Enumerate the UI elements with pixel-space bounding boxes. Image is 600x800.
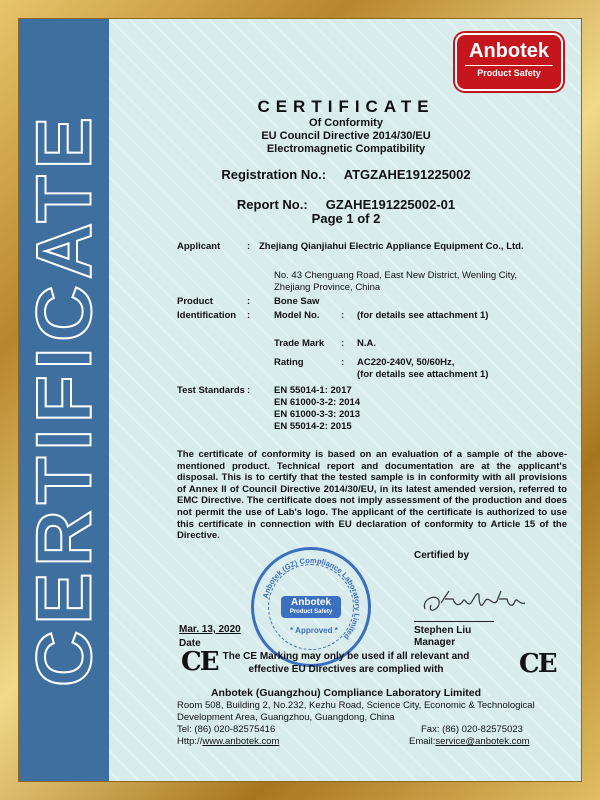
rating-value-2: (for details see attachment 1) (357, 369, 489, 380)
stamp-ring-text: Anbotek (GZ) Compliance Laboratory Limited (260, 555, 363, 642)
applicant-label: Applicant (177, 241, 221, 252)
footer-tel: Tel: (86) 020-82575416 (177, 724, 276, 735)
ce-mark-right: CE (519, 649, 556, 679)
logo-tagline: Product Safety (465, 65, 553, 78)
applicant-address-2: Zhejiang Province, China (274, 282, 381, 293)
page-info: Page 1 of 2 (311, 211, 381, 226)
applicant-address-1: No. 43 Chenguang Road, East New District, Wenling City, (274, 270, 518, 281)
subtitle-emc: Electromagnetic Compatibility (266, 143, 426, 155)
registration-label: Registration No.: (221, 167, 327, 182)
left-blue-band (19, 19, 109, 781)
model-value: (for details see attachment 1) (357, 310, 489, 321)
logo-name: Anbotek (469, 40, 549, 62)
email-link[interactable]: service@anbotek.com (435, 736, 530, 747)
subtitle-directive: EU Council Directive 2014/30/EU (261, 130, 431, 142)
product-label: Product (177, 296, 213, 307)
applicant-colon: : (247, 241, 251, 252)
product-name: Bone Saw (274, 296, 320, 307)
ce-mark-left: CE (181, 647, 218, 677)
date-value: Mar. 13, 2020 (179, 624, 241, 635)
model-colon: : (341, 310, 345, 321)
footer-address-2: Development Area, Guangzhou, Guangdong, China (177, 712, 395, 723)
footer-company: Anbotek (Guangzhou) Compliance Laboratory Limited (210, 687, 482, 699)
date-label: Date (179, 638, 201, 649)
standard-item: EN 55014-1: 2017 (274, 385, 352, 396)
stamp-badge-sub: Product Safety (289, 609, 333, 615)
applicant-name: Zhejiang Qianjiahui Electric Appliance Equipment Co., Ltd. (259, 241, 524, 252)
trade-mark-value: N.A. (357, 338, 376, 349)
trade-mark-colon: : (341, 338, 345, 349)
trade-mark-label: Trade Mark (274, 338, 325, 349)
rating-label: Rating (274, 357, 304, 368)
vertical-certificate-word: CERTIFICATE (19, 111, 108, 687)
report-label: Report No.: (236, 197, 308, 212)
signatory-title: Manager (414, 637, 456, 648)
anbotek-logo (455, 33, 563, 91)
standards-colon: : (247, 385, 251, 396)
standard-item: EN 55014-2: 2015 (274, 421, 352, 432)
stamp-approved: * Approved * (290, 626, 338, 635)
email-prefix: Email: (409, 736, 436, 747)
ce-note-line-1: The CE Marking may only be used if all relevant and (222, 651, 470, 662)
stamp-badge (281, 596, 341, 618)
footer-website (177, 736, 279, 747)
report-line (109, 197, 582, 212)
test-standards-label: Test Standards (177, 385, 245, 396)
website-prefix: Http:// (177, 736, 203, 747)
laboratory-stamp (251, 547, 371, 667)
conformity-statement: The certificate of conformity is based on an evaluation of a sample of the above-mentioned product. Technical report and documentation are at the applicant's disposal. This is to certify that the tested sample is in conformity with all provisions of Annex II of Council Directive 2014/30/EU, in its latest amended version, referred to EMC Directive. The certificate does not imply assessment of the production and does not permit the use of Lab's logo. The applicant of the certificate is authorized to use this certificate in connection with EU declaration of conformity to Article 15 of the Directive. (177, 449, 567, 542)
certificate-title: CERTIFICATE (257, 97, 435, 116)
subtitle-conformity: Of Conformity (309, 117, 383, 129)
signature-rule (414, 621, 494, 622)
rating-colon: : (341, 357, 345, 368)
standard-item: EN 61000-3-2: 2014 (274, 397, 361, 408)
report-value: GZAHE191225002-01 (325, 197, 456, 212)
standard-item: EN 61000-3-3: 2013 (274, 409, 361, 420)
footer-address-1: Room 508, Building 2, No.232, Kezhu Road, Science City, Economic & Technological (177, 700, 535, 711)
identification-colon: : (247, 310, 251, 321)
stamp-badge-name: Anbotek (291, 597, 331, 608)
footer-email (409, 736, 530, 747)
certified-by-label: Certified by (414, 550, 470, 561)
rating-value-1: AC220-240V, 50/60Hz, (357, 357, 455, 368)
product-colon: : (247, 296, 251, 307)
identification-label: Identification (177, 310, 237, 321)
registration-value: ATGZAHE191225002 (343, 167, 471, 182)
footer-fax: Fax: (86) 020-82575023 (421, 724, 523, 735)
ce-note-line-2: effective EU Directives are complied with (248, 664, 444, 675)
website-link[interactable]: www.anbotek.com (202, 736, 280, 747)
signatory-name: Stephen Liu (414, 625, 472, 636)
registration-line (109, 167, 582, 182)
handwritten-signature (419, 585, 529, 621)
certificate-paper (18, 18, 582, 782)
model-label: Model No. (274, 310, 320, 321)
